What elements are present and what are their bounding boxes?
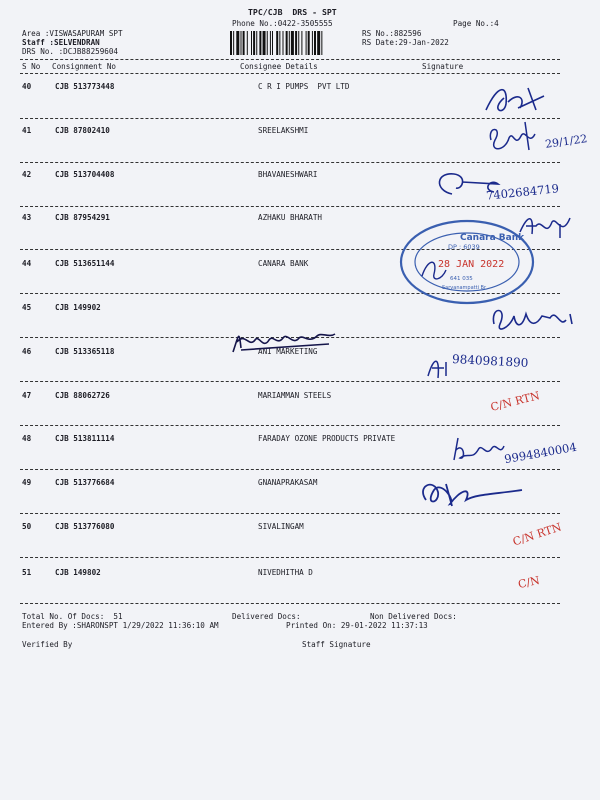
row-sno: 46 <box>22 347 32 356</box>
verified-by: Verified By <box>22 640 73 649</box>
stamp-dp: DP : 6039 <box>448 243 480 251</box>
row-consignee: GNANAPRAKASAM <box>258 478 318 487</box>
entered-by: Entered By :SHARONSPT 1/29/2022 11:36:10 AM <box>22 621 219 630</box>
row-sno: 50 <box>22 522 32 531</box>
row-divider <box>20 557 560 558</box>
barcode-bar <box>291 31 294 55</box>
row-consignment: CJB 513773448 <box>55 82 115 91</box>
signature-row-49 <box>416 476 526 512</box>
handwritten-note-red: C/N <box>516 573 541 592</box>
signature-row-41 <box>485 120 545 160</box>
row-consignee: SREELAKSHMI <box>258 126 309 135</box>
barcode-bar <box>247 31 248 55</box>
barcode-bar <box>301 31 302 55</box>
bank-stamp <box>398 218 536 306</box>
column-signature: Signature <box>422 62 464 71</box>
rs-date: RS Date:29-Jan-2022 <box>362 38 449 47</box>
row-consignee: C R I PUMPS PVT LTD <box>258 82 350 91</box>
row-sno: 44 <box>22 259 32 268</box>
barcode-bar <box>243 31 245 55</box>
barcode-bar <box>263 31 266 55</box>
row-sno: 42 <box>22 170 32 179</box>
row-consignment: CJB 88062726 <box>55 391 110 400</box>
stamp-place: Sarvanampatti Br <box>442 285 487 291</box>
barcode-bar <box>298 31 299 55</box>
barcode-bar <box>233 31 234 55</box>
row-consignment: CJB 513811114 <box>55 434 115 443</box>
area-field: Area :VISWASAPURAM SPT <box>22 29 123 38</box>
stamp-code: 641 035 <box>450 276 473 282</box>
barcode-bar <box>306 31 307 55</box>
barcode-bar <box>259 31 261 55</box>
row-consignment: CJB 87954291 <box>55 213 110 222</box>
barcode-bar <box>276 31 278 55</box>
row-sno: 47 <box>22 391 32 400</box>
barcode-bar <box>256 31 257 55</box>
barcode-bar <box>236 31 239 55</box>
barcode-bar <box>295 31 297 55</box>
row-divider <box>20 425 560 426</box>
row-sno: 51 <box>22 568 32 577</box>
barcode-bar <box>289 31 290 55</box>
barcode-image <box>230 31 358 55</box>
signature-row-48 <box>448 432 508 468</box>
row-divider <box>20 381 560 382</box>
row-divider <box>20 513 560 514</box>
barcode-bar <box>270 31 271 55</box>
row-consignment: CJB 513776080 <box>55 522 115 531</box>
row-consignment: CJB 513776684 <box>55 478 115 487</box>
barcode-bar <box>267 31 268 55</box>
row-consignment: CJB 513651144 <box>55 259 115 268</box>
row-consignment: CJB 513365118 <box>55 347 115 356</box>
printed-on: Printed On: 29-01-2022 11:37:13 <box>286 621 428 630</box>
row-consignment: CJB 513704408 <box>55 170 115 179</box>
delivered-docs: Delivered Docs: <box>232 612 301 621</box>
row-consignee: NIVEDHITHA D <box>258 568 313 577</box>
barcode-bar <box>272 31 273 55</box>
barcode-bar <box>286 31 288 55</box>
barcode-bar <box>241 31 242 55</box>
signature-row-46 <box>225 324 340 358</box>
barcode-bar <box>283 31 284 55</box>
stamp-bank: Canara Bank <box>460 233 525 243</box>
row-consignee: FARADAY OZONE PRODUCTS PRIVATE <box>258 434 396 443</box>
column-consignment: Consignment No <box>52 62 117 71</box>
rs-number: RS No.:882596 <box>362 29 422 38</box>
staff-field: Staff :SELVENDRAN <box>22 38 100 47</box>
handwritten-phone: 9994840004 <box>503 439 578 467</box>
barcode-bar <box>317 31 320 55</box>
row-sno: 41 <box>22 126 32 135</box>
column-consignee: Consignee Details <box>240 62 318 71</box>
signature-row-40 <box>478 80 558 122</box>
barcode-bar <box>321 31 322 55</box>
drs-number: DRS No. :DCJB88259604 <box>22 47 119 56</box>
header-rule-top <box>20 59 560 60</box>
phone-number: Phone No.:0422-3505555 <box>232 19 333 28</box>
row-consignee: AZHAKU BHARATH <box>258 213 323 222</box>
signature-row-45 <box>486 300 576 336</box>
header-rule-bottom <box>20 73 560 74</box>
row-consignee: ANI MARKETING <box>258 347 318 356</box>
row-consignee: MARIAMMAN STEELS <box>258 391 332 400</box>
barcode-bar <box>230 31 232 55</box>
handwritten-phone: 7402684719 <box>485 181 560 203</box>
row-sno: 49 <box>22 478 32 487</box>
row-sno: 48 <box>22 434 32 443</box>
row-sno: 43 <box>22 213 32 222</box>
handwritten-phone: 9840981890 <box>451 352 529 370</box>
row-divider <box>20 162 560 163</box>
barcode-bar <box>251 31 252 55</box>
row-consignee: CANARA BANK <box>258 259 309 268</box>
barcode-bar <box>312 31 313 55</box>
page-number: Page No.:4 <box>453 19 499 28</box>
barcode-bar <box>279 31 280 55</box>
row-sno: 40 <box>22 82 32 91</box>
handwritten-note-red: C/N RTN <box>511 520 564 549</box>
sheet-title: TPC/CJB DRS - SPT <box>248 7 337 17</box>
row-divider <box>20 603 560 604</box>
row-consignee: BHAVANESHWARI <box>258 170 318 179</box>
row-divider <box>20 206 560 207</box>
handwritten-note-red: C/N RTN <box>489 389 542 414</box>
row-consignment: CJB 149802 <box>55 568 101 577</box>
row-consignment: CJB 87802410 <box>55 126 110 135</box>
non-delivered-docs: Non Delivered Docs: <box>370 612 457 621</box>
row-divider <box>20 469 560 470</box>
column-sno: S No <box>22 62 41 71</box>
staff-signature: Staff Signature <box>302 640 371 649</box>
barcode-bar <box>308 31 310 55</box>
stamp-date: 28 JAN 2022 <box>438 259 505 270</box>
handwritten-date: 29/1/22 <box>544 132 589 151</box>
total-docs: Total No. Of Docs: 51 <box>22 612 123 621</box>
barcode-bar <box>253 31 255 55</box>
barcode-bar <box>314 31 316 55</box>
row-consignment: CJB 149902 <box>55 303 101 312</box>
row-consignee: SIVALINGAM <box>258 522 304 531</box>
row-sno: 45 <box>22 303 32 312</box>
